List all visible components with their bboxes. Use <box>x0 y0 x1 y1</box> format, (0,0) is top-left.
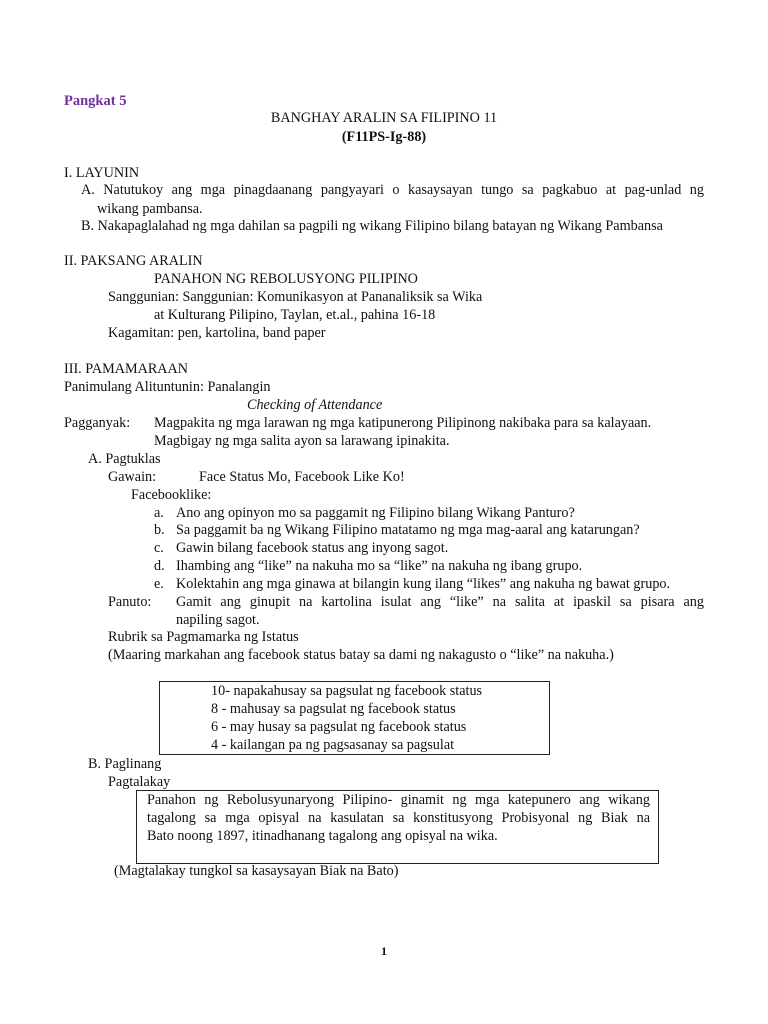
gawain-value: Face Status Mo, Facebook Like Ko! <box>199 469 405 485</box>
list-item-letter: c. <box>154 540 164 556</box>
rubric-row: 8 - mahusay sa pagsulat ng facebook status <box>211 701 456 717</box>
document-title: BANGHAY ARALIN SA FILIPINO 11 <box>270 110 498 126</box>
panimulang-alituntunin: Panimulang Alituntunin: Panalangin <box>64 379 271 395</box>
document-code: (F11PS-Ig-88) <box>341 129 427 145</box>
layunin-b: B. Nakapaglalahad ng mga dahilan sa pagpili ng wikang Filipino bilang batayan ng Wikang Pambansa <box>81 218 663 234</box>
pagtalakay-label: Pagtalakay <box>108 774 171 790</box>
rubrik-heading: Rubrik sa Pagmamarka ng Istatus <box>108 629 299 645</box>
page-number: 1 <box>381 944 387 958</box>
section-paksang-heading: II. PAKSANG ARALIN <box>64 253 203 269</box>
discussion-line2: tagalong sa mga opisyal na kasulatan sa konstitusyong Probisyonal ng Biak na <box>147 810 650 826</box>
rubric-row: 6 - may husay sa pagsulat ng facebook status <box>211 719 467 735</box>
checking-attendance: Checking of Attendance <box>247 397 383 413</box>
list-item-letter: d. <box>154 558 165 574</box>
list-item: Gawin bilang facebook status ang inyong sagot. <box>176 540 449 556</box>
list-item: Ano ang opinyon mo sa paggamit ng Filipino bilang Wikang Panturo? <box>176 505 575 521</box>
magtalakay-note: (Magtalakay tungkol sa kasaysayan Biak na Bato) <box>114 863 399 879</box>
list-item: Ihambing ang “like” na nakuha mo sa “like” na nakuha ng ibang grupo. <box>176 558 583 574</box>
pagganyak-label: Pagganyak: <box>64 415 131 431</box>
list-item-letter: b. <box>154 522 165 538</box>
pagganyak-line1: Magpakita ng mga larawan ng mga katipunerong Pilipinong nakibaka para sa kalayaan. <box>154 415 652 431</box>
pagtuklas-label: A. Pagtuklas <box>88 451 161 467</box>
discussion-line3: Bato noong 1897, itinadhanang tagalong ang opisyal na wika. <box>147 828 498 844</box>
list-item-letter: e. <box>154 576 164 592</box>
layunin-a-line2: wikang pambansa. <box>97 201 203 217</box>
section-pamamaraan-heading: III. PAMAMARAAN <box>64 361 189 377</box>
section-layunin-heading: I. LAYUNIN <box>64 165 140 181</box>
list-item-letter: a. <box>154 505 164 521</box>
gawain-label: Gawain: <box>108 469 157 485</box>
panuto-label: Panuto: <box>108 594 152 610</box>
kagamitan: Kagamitan: pen, kartolina, band paper <box>108 325 326 341</box>
paglinang-label: B. Paglinang <box>88 756 162 772</box>
facebooklike-label: Facebooklike: <box>131 487 212 503</box>
rubrik-note: (Maaring markahan ang facebook status batay sa dami ng nakagusto o “like” na nakuha.) <box>108 647 614 663</box>
rubric-row: 10- napakahusay sa pagsulat ng facebook status <box>211 683 483 699</box>
discussion-line1: Panahon ng Rebolusyunaryong Pilipino- ginamit ng mga katepunero ang wikang <box>147 792 650 808</box>
paksang-topic: PANAHON NG REBOLUSYONG PILIPINO <box>154 271 418 287</box>
group-label: Pangkat 5 <box>64 93 127 109</box>
sanggunian-line1: Sanggunian: Sanggunian: Komunikasyon at Pananaliksik sa Wika <box>108 289 483 305</box>
layunin-a-line1: A. Natutukoy ang mga pinagdaanang pangyayari o kasaysayan tungo sa pagkabuo at pag-unlad ng <box>81 182 704 198</box>
rubric-row: 4 - kailangan pa ng pagsasanay sa pagsulat <box>211 737 455 753</box>
pagganyak-line2: Magbigay ng mga salita ayon sa larawang ipinakita. <box>154 433 450 449</box>
panuto-line2: napiling sagot. <box>176 612 260 628</box>
panuto-line1: Gamit ang ginupit na kartolina isulat ang “like” na salita at ipaskil sa pisara ang <box>176 594 704 610</box>
list-item: Kolektahin ang mga ginawa at bilangin kung ilang “likes” ang nakuha ng bawat grupo. <box>176 576 671 592</box>
sanggunian-line2: at Kulturang Pilipino, Taylan, et.al., pahina 16-18 <box>154 307 436 323</box>
list-item: Sa paggamit ba ng Wikang Filipino matatamo ng mga mag-aaral ang katarungan? <box>176 522 640 538</box>
